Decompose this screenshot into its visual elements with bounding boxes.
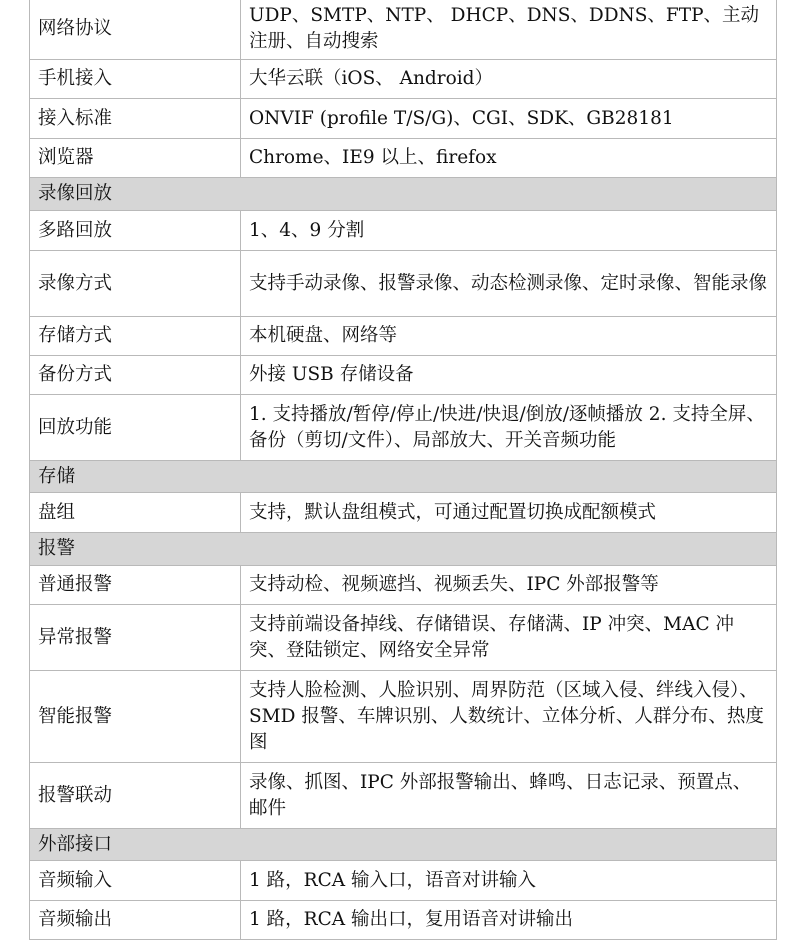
spec-label: 手机接入 bbox=[30, 60, 241, 99]
spec-label: 网络协议 bbox=[30, 0, 241, 60]
spec-value: 支持，默认盘组模式，可通过配置切换成配额模式 bbox=[241, 493, 777, 533]
table-row bbox=[30, 251, 777, 317]
table-row bbox=[30, 211, 777, 251]
spec-value: 大华云联（iOS、 Android） bbox=[241, 60, 777, 99]
spec-label: 音频输入 bbox=[30, 861, 241, 901]
section-title: 录像回放 bbox=[30, 178, 777, 211]
spec-label: 浏览器 bbox=[30, 139, 241, 178]
spec-value: 1. 支持播放/暂停/停止/快进/快退/倒放/逐帧播放 2. 支持全屏、备份（剪切/文件）、局部放大、开关音频功能 bbox=[241, 395, 777, 461]
spec-value: 1 路，RCA 输出口，复用语音对讲输出 bbox=[241, 901, 777, 940]
table-row bbox=[30, 139, 777, 178]
section-header-row bbox=[30, 178, 777, 211]
table-row bbox=[30, 317, 777, 356]
section-title: 外部接口 bbox=[30, 829, 777, 861]
spec-table bbox=[29, 0, 777, 940]
spec-label: 异常报警 bbox=[30, 605, 241, 671]
table-row bbox=[30, 99, 777, 139]
spec-value: 外接 USB 存储设备 bbox=[241, 356, 777, 395]
spec-label: 录像方式 bbox=[30, 251, 241, 317]
spec-label: 普通报警 bbox=[30, 566, 241, 605]
spec-value: Chrome、IE9 以上、firefox bbox=[241, 139, 777, 178]
spec-value: 支持人脸检测、人脸识别、周界防范（区域入侵、绊线入侵）、SMD 报警、车牌识别、人数统计、立体分析、人群分布、热度图 bbox=[241, 671, 777, 763]
spec-value: 1、4、9 分割 bbox=[241, 211, 777, 251]
spec-label: 多路回放 bbox=[30, 211, 241, 251]
spec-value: 1 路，RCA 输入口，语音对讲输入 bbox=[241, 861, 777, 901]
spec-label: 报警联动 bbox=[30, 763, 241, 829]
spec-value: UDP、SMTP、NTP、 DHCP、DNS、DDNS、FTP、主动注册、自动搜索 bbox=[241, 0, 777, 60]
spec-value: ONVIF (profile T/S/G)、CGI、SDK、GB28181 bbox=[241, 99, 777, 139]
spec-label: 回放功能 bbox=[30, 395, 241, 461]
spec-label: 备份方式 bbox=[30, 356, 241, 395]
section-title: 存储 bbox=[30, 461, 777, 493]
table-row bbox=[30, 60, 777, 99]
spec-value: 录像、抓图、IPC 外部报警输出、蜂鸣、日志记录、预置点、邮件 bbox=[241, 763, 777, 829]
table-row bbox=[30, 861, 777, 901]
spec-label: 盘组 bbox=[30, 493, 241, 533]
table-row bbox=[30, 493, 777, 533]
table-row bbox=[30, 566, 777, 605]
spec-table-body bbox=[30, 0, 777, 940]
spec-label: 音频输出 bbox=[30, 901, 241, 940]
table-row bbox=[30, 671, 777, 763]
section-header-row bbox=[30, 461, 777, 493]
spec-value: 本机硬盘、网络等 bbox=[241, 317, 777, 356]
table-row bbox=[30, 0, 777, 60]
spec-value: 支持动检、视频遮挡、视频丢失、IPC 外部报警等 bbox=[241, 566, 777, 605]
section-header-row bbox=[30, 533, 777, 566]
table-row bbox=[30, 763, 777, 829]
table-row bbox=[30, 901, 777, 940]
section-title: 报警 bbox=[30, 533, 777, 566]
spec-label: 存储方式 bbox=[30, 317, 241, 356]
table-row bbox=[30, 395, 777, 461]
spec-value: 支持前端设备掉线、存储错误、存储满、IP 冲突、MAC 冲突、登陆锁定、网络安全异常 bbox=[241, 605, 777, 671]
table-row bbox=[30, 356, 777, 395]
spec-label: 接入标准 bbox=[30, 99, 241, 139]
spec-value: 支持手动录像、报警录像、动态检测录像、定时录像、智能录像 bbox=[241, 251, 777, 317]
section-header-row bbox=[30, 829, 777, 861]
table-row bbox=[30, 605, 777, 671]
spec-label: 智能报警 bbox=[30, 671, 241, 763]
